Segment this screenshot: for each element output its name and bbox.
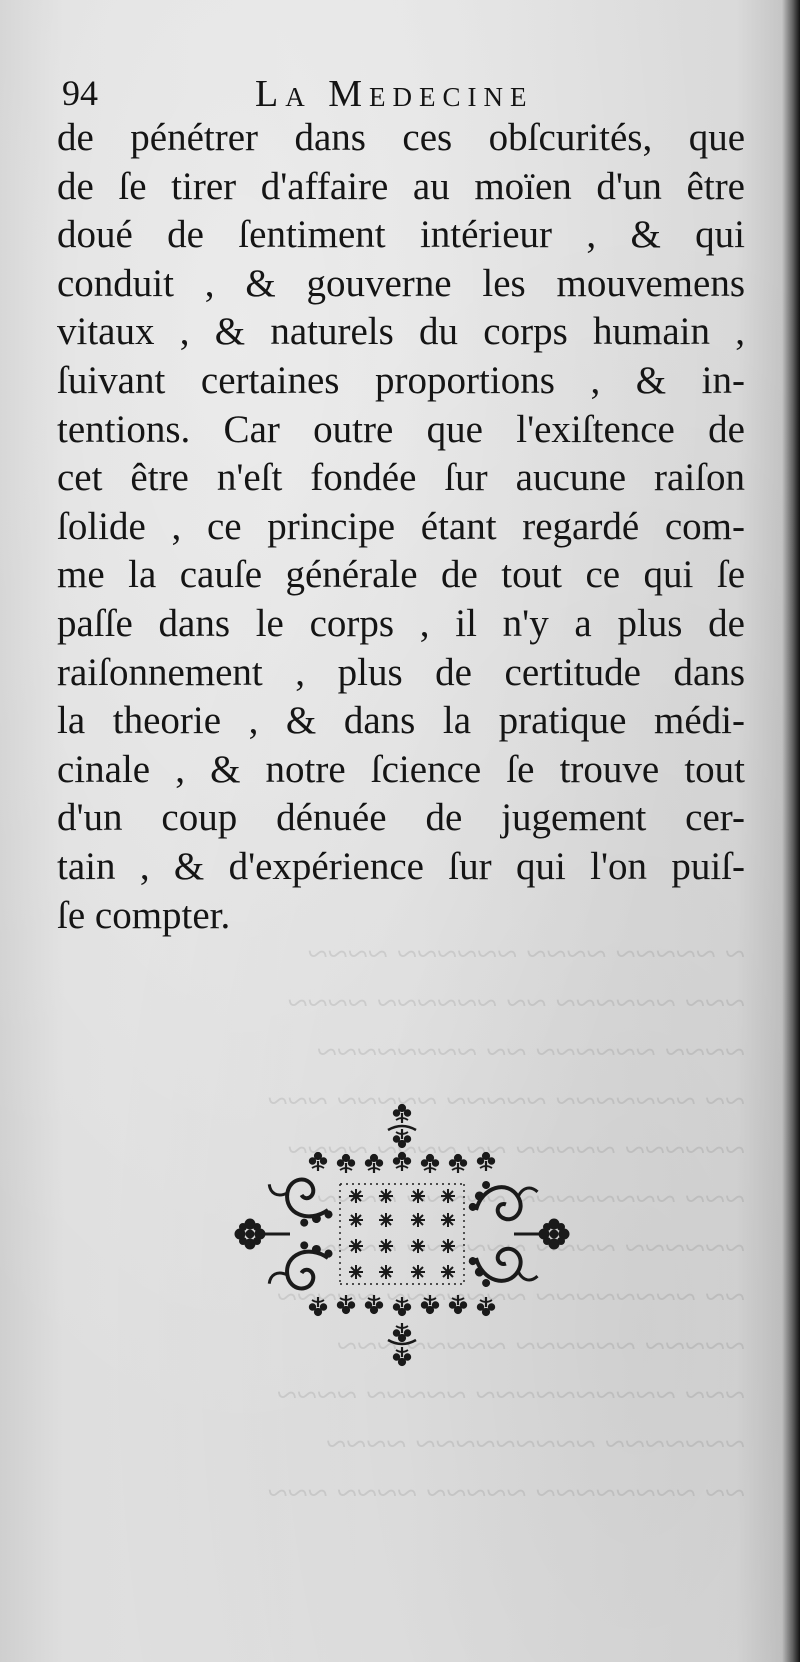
text-line: ſuivant certaines proportions , & in- <box>57 358 745 402</box>
text-line: paſſe dans le corps , il n'y a plus de <box>57 601 745 645</box>
text-line: vitaux , & naturels du corps humain , <box>57 310 745 354</box>
verso-show-through: ~ ~~~~~ ~~~~ ~~~~~~ ~~~~ ~~~ ~~~~~~ ~~ ~~~~~~ ~~~~ ~~~~ ~~~~~~ ~~ ~~~~~~~~ ~~ ~~~~~~~ ~~~~~ ~~~~~ ~~~ ~~~~~~ ~~~~~ ~~ ~~~~ ~~~~ ~~~ ~~~~~~~~ ~~~~~ ~~~~ ~~~~~~ ~~~~ ~~~~~~ ~~~~ ~~ ~~~~~~~~ ~~~~~~~ ~~~~~ ~~~~~ ~~~~~~ ~~~~~ ~~~ ~~~ ~~~~~~~~~~ ~~~~~ ~~~~ ~~~~~~~ ~~~~~~~~~ ~~~~ ~~ ~~~~~~~~ ~~~~~ ~~~~ ~~~ <box>267 934 745 1514</box>
text-line: de ſe tirer d'affaire au moïen d'un être <box>57 164 745 208</box>
text-line: tain , & d'expérience ſur qui l'on puiſ- <box>57 844 745 888</box>
body-text <box>57 114 745 940</box>
text-line: d'un coup dénuée de jugement cer- <box>57 796 745 840</box>
page-number: 94 <box>62 73 98 113</box>
fleuron-tailpiece-icon <box>228 1100 576 1370</box>
text-line: cinale , & notre ſcience ſe trouve tout <box>57 747 745 791</box>
text-line: me la cauſe générale de tout ce qui ſe <box>57 553 745 597</box>
page-gutter-shadow <box>782 0 800 1662</box>
text-line: raiſonnement , plus de certitude dans <box>57 650 745 694</box>
text-line: tentions. Car outre que l'exiſtence de <box>57 407 745 451</box>
text-line: ſolide , ce principe étant regardé com- <box>57 504 745 548</box>
text-line: de pénétrer dans ces obſcurités, que <box>57 116 745 159</box>
text-line: cet être n'eſt fondée ſur aucune raiſon <box>57 456 745 500</box>
text-line: ſe compter. <box>57 893 231 937</box>
text-line: conduit , & gouverne les mouvemens <box>57 261 745 305</box>
text-line: la theorie , & dans la pratique médi- <box>57 699 745 743</box>
page-header <box>60 72 750 116</box>
running-head: La Medecine <box>255 73 534 115</box>
text-line: doué de ſentiment intérieur , & qui <box>57 213 745 257</box>
